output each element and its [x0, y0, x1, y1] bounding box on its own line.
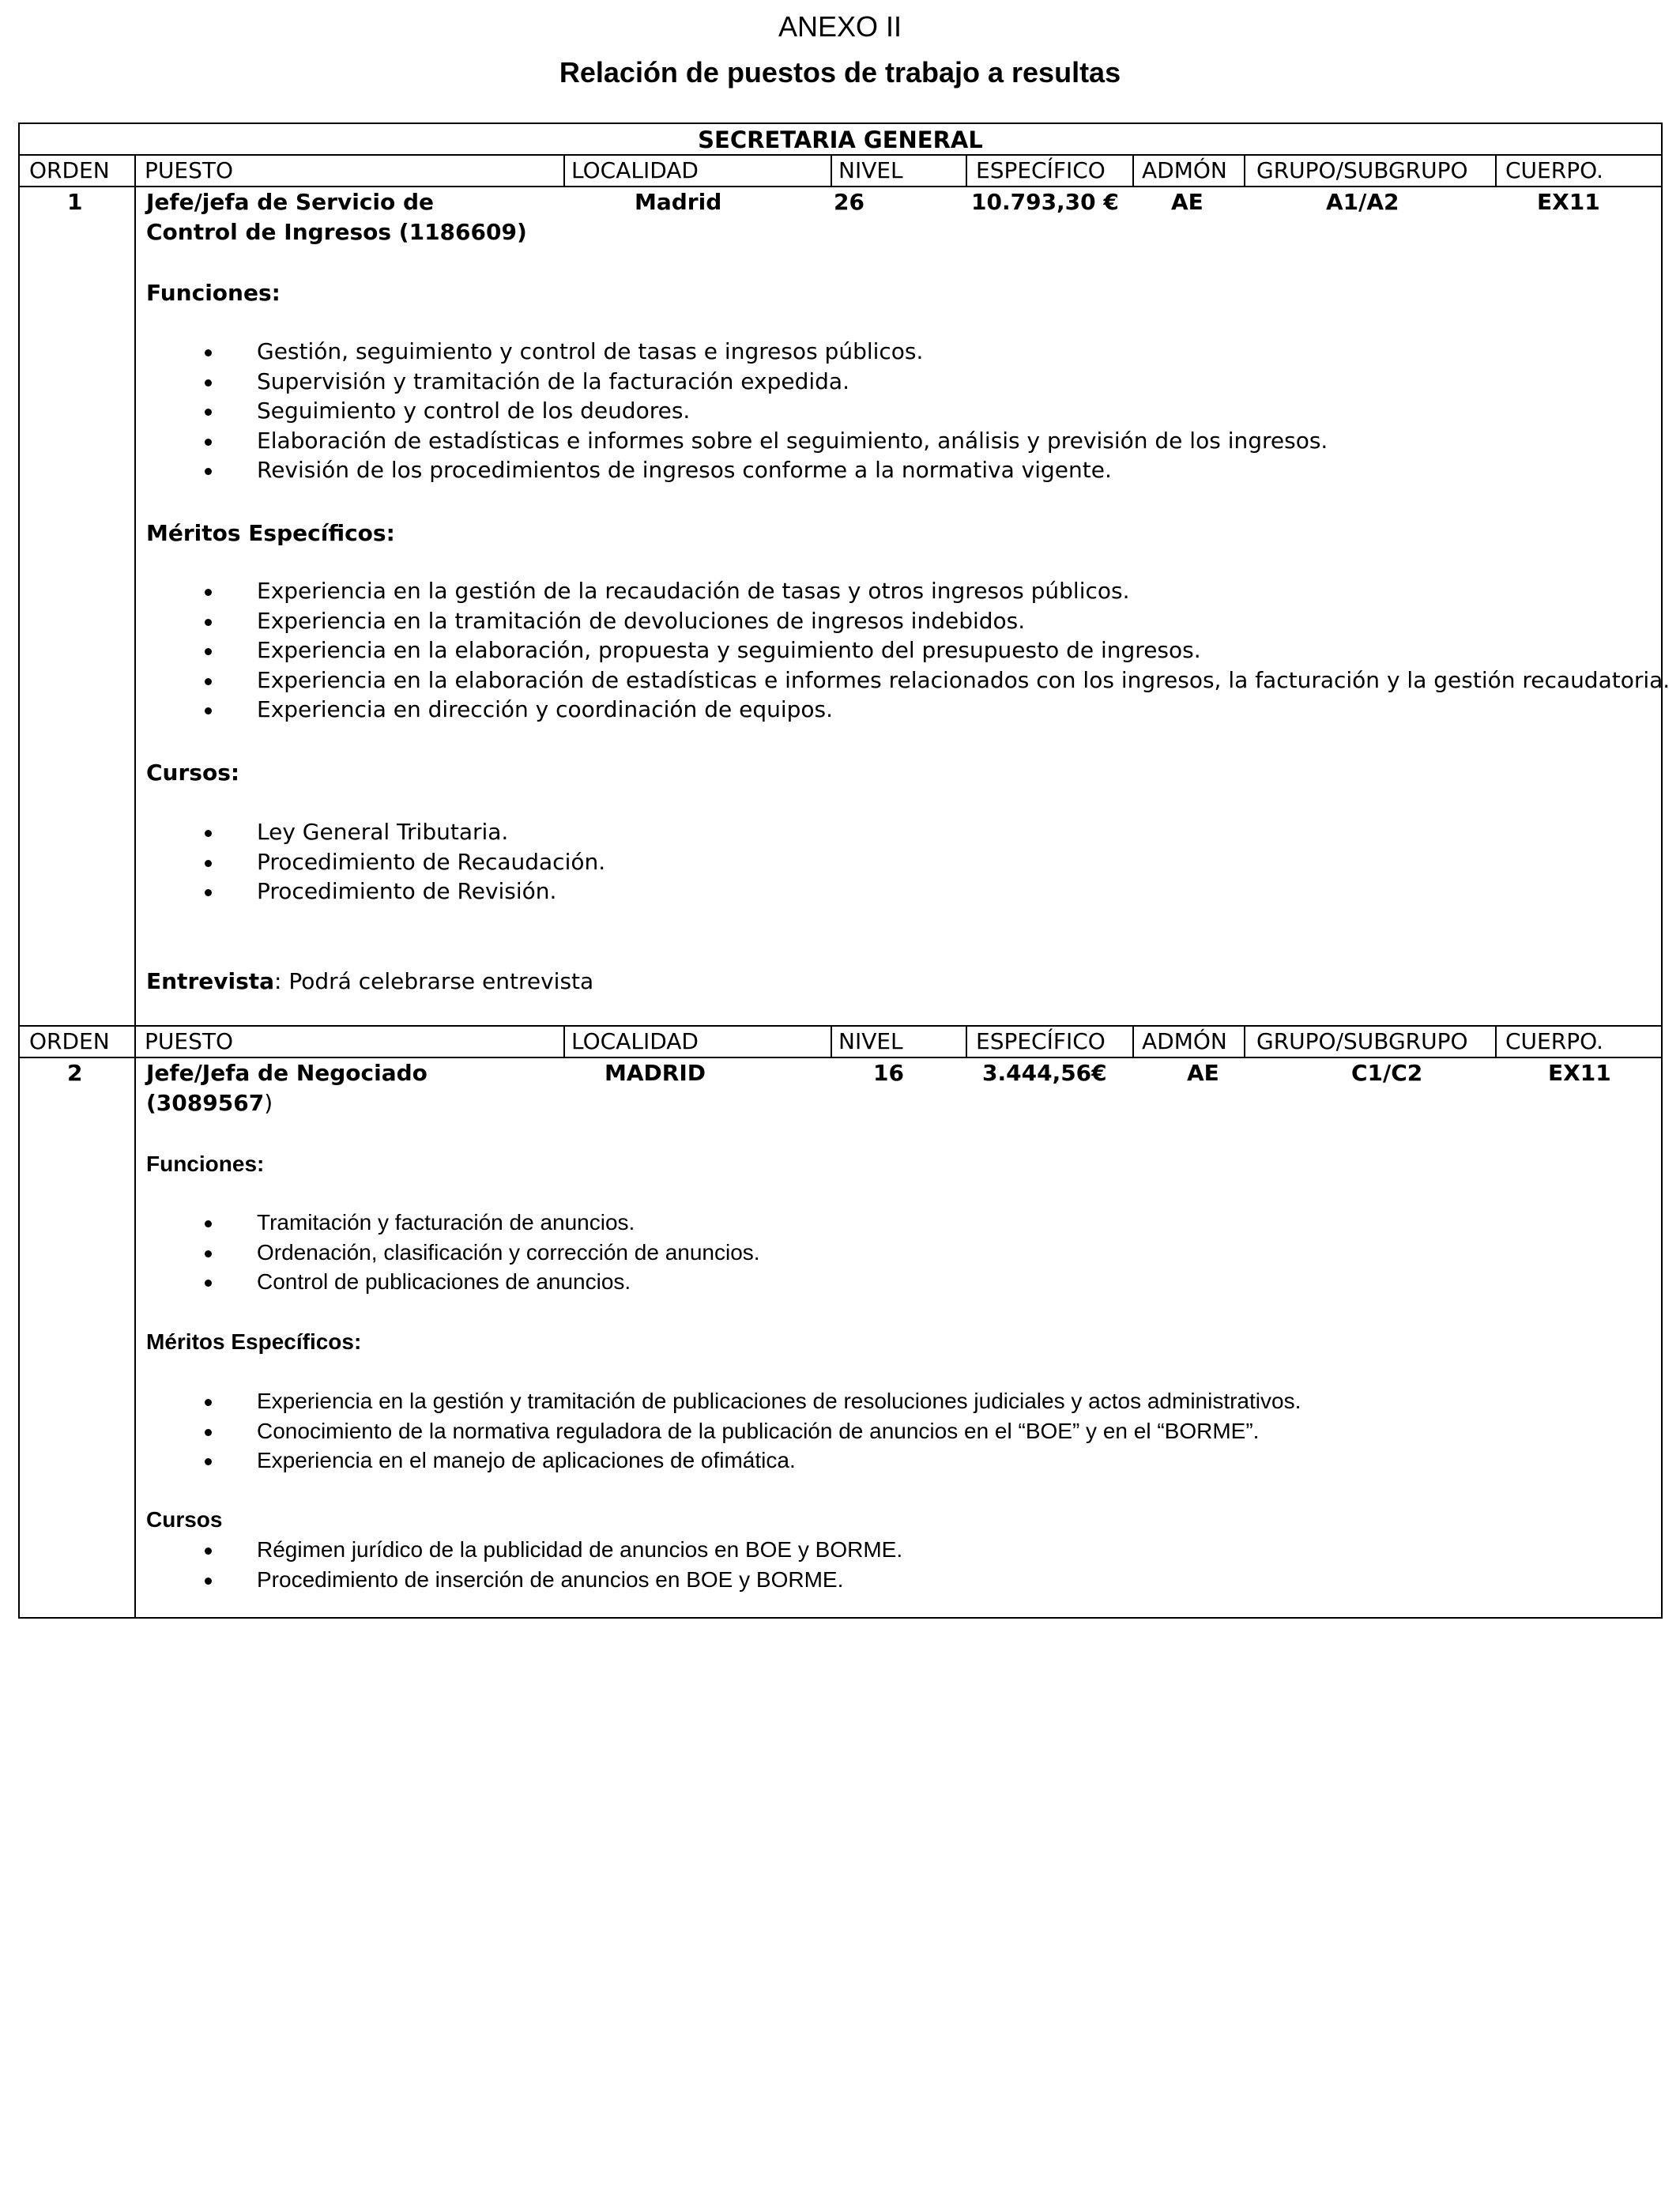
list-item: Seguimiento y control de los deudores.: [257, 396, 1328, 426]
column-divider: [831, 1025, 832, 1057]
cursos-list: [257, 817, 605, 907]
positions-table: [18, 123, 1671, 1619]
column-divider: [966, 154, 967, 186]
meritos-label: Méritos Específicos:: [146, 1329, 362, 1354]
list-item: Procedimiento de inserción de anuncios en BOE y BORME.: [257, 1565, 902, 1595]
position-orden: 2: [67, 1060, 83, 1086]
position-title-line2: Control de Ingresos (1186609): [146, 219, 527, 245]
annex-title: ANEXO II: [778, 10, 902, 43]
list-item: Experiencia en la elaboración de estadísticas e informes relacionados con los ingresos, la facturación y la gestión recaudatoria.: [257, 665, 1670, 696]
column-divider: [1132, 1025, 1134, 1057]
list-item: Conocimiento de la normativa reguladora de la publicación de anuncios en el “BOE” y en el “BORME”.: [257, 1416, 1301, 1446]
position-nivel: 26: [834, 189, 864, 215]
position-title-line1: Jefe/Jefa de Negociado: [146, 1060, 428, 1086]
position-admon: AE: [1171, 189, 1203, 215]
list-item: Experiencia en la gestión y tramitación de publicaciones de resoluciones judiciales y actos administrativos.: [257, 1386, 1301, 1416]
position-grupo: A1/A2: [1326, 189, 1399, 215]
position-admon: AE: [1187, 1060, 1219, 1086]
document-title: Relación de puestos de trabajo a resultas: [559, 56, 1121, 89]
cursos-label: Cursos: [146, 1507, 223, 1532]
list-item: Ordenación, clasificación y corrección de anuncios.: [257, 1238, 760, 1268]
list-item: Experiencia en la elaboración, propuesta y seguimiento del presupuesto de ingresos.: [257, 635, 1670, 665]
list-item: Experiencia en la gestión de la recaudación de tasas y otros ingresos públicos.: [257, 576, 1670, 606]
funciones-label: Funciones:: [146, 280, 281, 306]
position-title-line2: (3089567): [146, 1090, 273, 1116]
header-puesto: PUESTO: [145, 1028, 233, 1054]
cursos-label: Cursos:: [146, 760, 240, 786]
header-admon: ADMÓN: [1142, 157, 1227, 183]
header-nivel: NIVEL: [838, 157, 903, 183]
column-divider: [831, 154, 832, 186]
entrevista-label: Entrevista: [146, 968, 275, 994]
position-title-line1: Jefe/jefa de Servicio de: [146, 189, 435, 215]
list-item: Revisión de los procedimientos de ingresos conforme a la normativa vigente.: [257, 455, 1328, 485]
funciones-list: [257, 1208, 760, 1297]
column-divider: [134, 154, 136, 1617]
position-localidad: MADRID: [605, 1060, 706, 1086]
position-grupo: C1/C2: [1351, 1060, 1423, 1086]
column-divider: [1244, 154, 1245, 186]
list-item: Control de publicaciones de anuncios.: [257, 1267, 760, 1297]
header-especifico: ESPECÍFICO: [976, 157, 1106, 183]
funciones-list: [257, 337, 1328, 485]
header-cuerpo: CUERPO.: [1505, 157, 1603, 183]
meritos-label: Méritos Específicos:: [146, 520, 395, 546]
header-grupo: GRUPO/SUBGRUPO: [1256, 157, 1468, 183]
position-cuerpo: EX11: [1548, 1060, 1611, 1086]
position-nivel: 16: [873, 1060, 904, 1086]
entrevista-line: [146, 967, 593, 996]
list-item: Experiencia en dirección y coordinación de equipos.: [257, 695, 1670, 725]
position-especifico: 10.793,30 €: [971, 189, 1119, 215]
position-especifico: 3.444,56€: [982, 1060, 1107, 1086]
column-divider: [1244, 1025, 1245, 1057]
meritos-list: [257, 576, 1670, 725]
column-divider: [1132, 154, 1134, 186]
header-nivel: NIVEL: [838, 1028, 903, 1054]
header-localidad: LOCALIDAD: [571, 1028, 699, 1054]
header-orden: ORDEN: [29, 157, 110, 183]
header-puesto: PUESTO: [145, 157, 233, 183]
header-admon: ADMÓN: [1142, 1028, 1227, 1054]
list-item: Elaboración de estadísticas e informes sobre el seguimiento, análisis y previsión de los ingresos.: [257, 426, 1328, 456]
meritos-list: [257, 1386, 1301, 1476]
position-localidad: Madrid: [635, 189, 722, 215]
column-divider: [1495, 1025, 1497, 1057]
header-especifico: ESPECÍFICO: [976, 1028, 1106, 1054]
list-item: Procedimiento de Revisión.: [257, 876, 605, 907]
position-orden: 1: [67, 189, 83, 215]
header-grupo: GRUPO/SUBGRUPO: [1256, 1028, 1468, 1054]
funciones-label: Funciones:: [146, 1152, 265, 1176]
column-divider: [563, 154, 565, 186]
position-cuerpo: EX11: [1537, 189, 1600, 215]
section-title: SECRETARIA GENERAL: [698, 126, 983, 153]
list-item: Régimen jurídico de la publicidad de anuncios en BOE y BORME.: [257, 1535, 902, 1565]
column-divider: [1495, 154, 1497, 186]
list-item: Procedimiento de Recaudación.: [257, 847, 605, 877]
list-item: Experiencia en la tramitación de devoluciones de ingresos indebidos.: [257, 606, 1670, 636]
column-divider: [966, 1025, 967, 1057]
header-localidad: LOCALIDAD: [571, 157, 699, 183]
list-item: Gestión, seguimiento y control de tasas e ingresos públicos.: [257, 337, 1328, 367]
cursos-list: [257, 1535, 902, 1594]
header-cuerpo: CUERPO.: [1505, 1028, 1603, 1054]
list-item: Experiencia en el manejo de aplicaciones de ofimática.: [257, 1446, 1301, 1476]
header-orden: ORDEN: [29, 1028, 110, 1054]
column-divider: [563, 1025, 565, 1057]
list-item: Ley General Tributaria.: [257, 817, 605, 847]
list-item: Tramitación y facturación de anuncios.: [257, 1208, 760, 1238]
list-item: Supervisión y tramitación de la facturación expedida.: [257, 367, 1328, 397]
entrevista-text: : Podrá celebrarse entrevista: [274, 968, 594, 994]
